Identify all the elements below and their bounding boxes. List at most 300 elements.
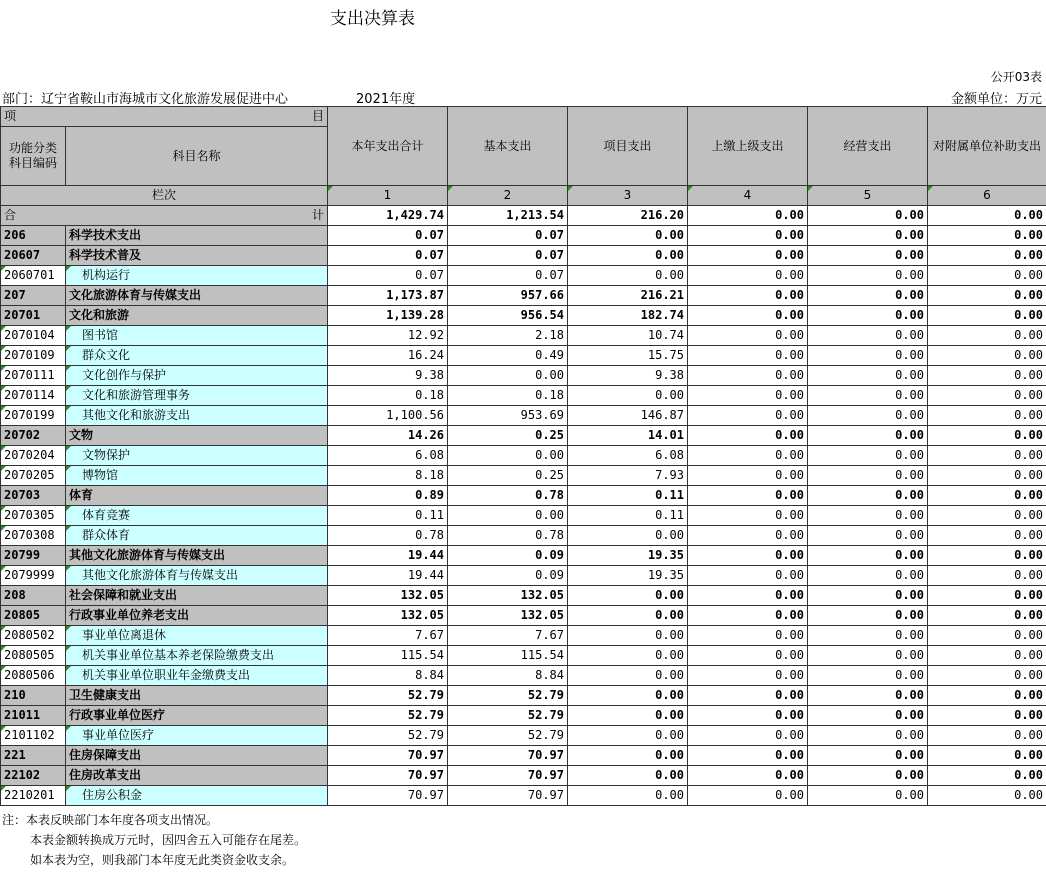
row-value-2: 70.97 (448, 786, 568, 806)
row-value-1: 1,139.28 (328, 306, 448, 326)
row-name: 体育 (66, 486, 328, 506)
header-col-4: 上缴上级支出 (688, 107, 808, 186)
row-value-2: 0.07 (448, 226, 568, 246)
row-value-2: 2.18 (448, 326, 568, 346)
row-value-3: 0.00 (568, 666, 688, 686)
row-value-6: 0.00 (928, 466, 1046, 486)
row-value-1: 132.05 (328, 586, 448, 606)
row-value-5: 0.00 (808, 706, 928, 726)
col-num-5: 5 (808, 186, 928, 206)
row-value-1: 115.54 (328, 646, 448, 666)
row-value-3: 15.75 (568, 346, 688, 366)
row-value-5: 0.00 (808, 586, 928, 606)
row-value-4: 0.00 (688, 486, 808, 506)
row-code: 2060701 (1, 266, 66, 286)
row-code: 20703 (1, 486, 66, 506)
row-value-3: 0.00 (568, 246, 688, 266)
row-value-6: 0.00 (928, 786, 1046, 806)
row-value-1: 0.18 (328, 386, 448, 406)
header-name: 科目名称 (66, 127, 328, 186)
col-num-6: 6 (928, 186, 1046, 206)
row-value-1: 0.89 (328, 486, 448, 506)
row-value-4: 0.00 (688, 766, 808, 786)
table-row (1, 666, 1046, 686)
row-value-3: 216.21 (568, 286, 688, 306)
row-value-3: 146.87 (568, 406, 688, 426)
row-value-1: 0.07 (328, 226, 448, 246)
row-value-3: 0.00 (568, 746, 688, 766)
row-value-2: 132.05 (448, 606, 568, 626)
row-value-4: 0.00 (688, 606, 808, 626)
row-code: 2070305 (1, 506, 66, 526)
row-value-2: 52.79 (448, 686, 568, 706)
row-code: 206 (1, 226, 66, 246)
row-value-6: 0.00 (928, 326, 1046, 346)
row-value-1: 19.44 (328, 546, 448, 566)
row-value-6: 0.00 (928, 526, 1046, 546)
row-value-1: 14.26 (328, 426, 448, 446)
note-2: 本表金额转换成万元时，因四舍五入可能存在尾差。 (30, 833, 307, 847)
header-mu: 目 (311, 109, 324, 123)
row-value-4: 0.00 (688, 346, 808, 366)
row-value-1: 70.97 (328, 746, 448, 766)
table-row (1, 566, 1046, 586)
row-value-6: 0.00 (928, 626, 1046, 646)
row-value-4: 0.00 (688, 266, 808, 286)
row-code: 2080506 (1, 666, 66, 686)
row-value-1: 8.84 (328, 666, 448, 686)
row-value-4: 0.00 (688, 506, 808, 526)
row-value-5: 0.00 (808, 606, 928, 626)
row-code: 20701 (1, 306, 66, 326)
row-value-2: 7.67 (448, 626, 568, 646)
row-name: 科学技术普及 (66, 246, 328, 266)
row-code: 2080505 (1, 646, 66, 666)
table-row (1, 486, 1046, 506)
row-value-2: 0.78 (448, 526, 568, 546)
row-value-4: 0.00 (688, 786, 808, 806)
row-value-4: 0.00 (688, 306, 808, 326)
table-row (1, 346, 1046, 366)
row-value-5: 0.00 (808, 466, 928, 486)
row-value-5: 0.00 (808, 726, 928, 746)
row-value-3: 0.11 (568, 486, 688, 506)
row-code: 210 (1, 686, 66, 706)
row-value-4: 0.00 (688, 286, 808, 306)
row-value-6: 0.00 (928, 266, 1046, 286)
notes (2, 810, 306, 870)
row-value-6: 0.00 (928, 366, 1046, 386)
table-row (1, 406, 1046, 426)
row-code: 208 (1, 586, 66, 606)
table-row (1, 786, 1046, 806)
header-col-3: 项目支出 (568, 107, 688, 186)
table-row (1, 506, 1046, 526)
row-value-6: 0.00 (928, 766, 1046, 786)
row-value-5: 0.00 (808, 226, 928, 246)
row-value-4: 0.00 (688, 746, 808, 766)
row-value-1: 16.24 (328, 346, 448, 366)
row-value-6: 0.00 (928, 706, 1046, 726)
expenditure-table (0, 106, 1046, 806)
table-row (1, 466, 1046, 486)
row-value-2: 0.00 (448, 506, 568, 526)
row-value-5: 0.00 (808, 346, 928, 366)
row-value-1: 6.08 (328, 446, 448, 466)
row-value-4: 0.00 (688, 546, 808, 566)
row-value-5: 0.00 (808, 566, 928, 586)
row-name: 卫生健康支出 (66, 686, 328, 706)
col-num-2: 2 (448, 186, 568, 206)
total-value-1: 1,429.74 (328, 206, 448, 226)
row-name: 机关事业单位职业年金缴费支出 (66, 666, 328, 686)
row-value-5: 0.00 (808, 766, 928, 786)
table-row (1, 526, 1046, 546)
row-value-3: 19.35 (568, 546, 688, 566)
row-value-1: 9.38 (328, 366, 448, 386)
row-code: 2070199 (1, 406, 66, 426)
row-value-2: 0.49 (448, 346, 568, 366)
row-name: 其他文化旅游体育与传媒支出 (66, 546, 328, 566)
row-value-2: 0.18 (448, 386, 568, 406)
table-row (1, 586, 1046, 606)
department-label: 部门：辽宁省鞍山市海城市文化旅游发展促进中心 (2, 92, 289, 107)
row-name: 博物馆 (66, 466, 328, 486)
row-value-6: 0.00 (928, 446, 1046, 466)
row-value-1: 19.44 (328, 566, 448, 586)
row-value-5: 0.00 (808, 306, 928, 326)
row-value-6: 0.00 (928, 346, 1046, 366)
row-value-6: 0.00 (928, 586, 1046, 606)
row-value-2: 0.07 (448, 266, 568, 286)
row-value-5: 0.00 (808, 646, 928, 666)
total-value-6: 0.00 (928, 206, 1046, 226)
row-value-4: 0.00 (688, 366, 808, 386)
row-name: 其他文化旅游体育与传媒支出 (66, 566, 328, 586)
row-value-2: 132.05 (448, 586, 568, 606)
row-value-5: 0.00 (808, 386, 928, 406)
row-code: 20702 (1, 426, 66, 446)
row-name: 住房改革支出 (66, 766, 328, 786)
row-value-5: 0.00 (808, 746, 928, 766)
row-value-1: 8.18 (328, 466, 448, 486)
row-value-6: 0.00 (928, 406, 1046, 426)
row-value-2: 70.97 (448, 746, 568, 766)
row-value-6: 0.00 (928, 426, 1046, 446)
row-code: 2070109 (1, 346, 66, 366)
row-value-2: 52.79 (448, 726, 568, 746)
row-value-1: 1,100.56 (328, 406, 448, 426)
row-value-4: 0.00 (688, 566, 808, 586)
row-value-4: 0.00 (688, 706, 808, 726)
row-name: 文化旅游体育与传媒支出 (66, 286, 328, 306)
total-value-4: 0.00 (688, 206, 808, 226)
col-num-3: 3 (568, 186, 688, 206)
header-row-xiangmu (1, 107, 1046, 127)
row-name: 文化和旅游 (66, 306, 328, 326)
row-value-6: 0.00 (928, 506, 1046, 526)
row-value-3: 0.00 (568, 646, 688, 666)
row-value-5: 0.00 (808, 266, 928, 286)
row-value-2: 0.09 (448, 546, 568, 566)
row-value-2: 52.79 (448, 706, 568, 726)
header-col-5: 经营支出 (808, 107, 928, 186)
row-value-1: 0.78 (328, 526, 448, 546)
row-value-6: 0.00 (928, 606, 1046, 626)
row-name: 社会保障和就业支出 (66, 586, 328, 606)
header-xiang: 项 (4, 109, 17, 123)
table-row (1, 306, 1046, 326)
row-value-1: 52.79 (328, 686, 448, 706)
row-value-4: 0.00 (688, 726, 808, 746)
table-row (1, 686, 1046, 706)
row-value-6: 0.00 (928, 646, 1046, 666)
row-value-3: 0.00 (568, 726, 688, 746)
row-value-1: 0.07 (328, 266, 448, 286)
row-value-4: 0.00 (688, 426, 808, 446)
row-value-1: 52.79 (328, 706, 448, 726)
row-value-5: 0.00 (808, 366, 928, 386)
table-row (1, 646, 1046, 666)
row-value-4: 0.00 (688, 226, 808, 246)
row-value-4: 0.00 (688, 466, 808, 486)
row-value-5: 0.00 (808, 446, 928, 466)
row-value-6: 0.00 (928, 686, 1046, 706)
row-value-5: 0.00 (808, 246, 928, 266)
row-name: 群众体育 (66, 526, 328, 546)
table-row (1, 366, 1046, 386)
header-row-lanci (1, 186, 1046, 206)
row-value-1: 7.67 (328, 626, 448, 646)
row-value-1: 52.79 (328, 726, 448, 746)
row-value-2: 0.00 (448, 446, 568, 466)
row-value-6: 0.00 (928, 746, 1046, 766)
row-value-3: 7.93 (568, 466, 688, 486)
row-value-4: 0.00 (688, 386, 808, 406)
header-col-1: 本年支出合计 (328, 107, 448, 186)
row-value-3: 0.00 (568, 786, 688, 806)
row-name: 科学技术支出 (66, 226, 328, 246)
row-code: 2070114 (1, 386, 66, 406)
row-value-5: 0.00 (808, 486, 928, 506)
row-value-3: 0.00 (568, 766, 688, 786)
total-ji: 计 (311, 208, 324, 222)
row-value-3: 0.00 (568, 526, 688, 546)
row-name: 机构运行 (66, 266, 328, 286)
row-value-4: 0.00 (688, 406, 808, 426)
row-value-1: 0.11 (328, 506, 448, 526)
row-name: 事业单位离退休 (66, 626, 328, 646)
row-value-5: 0.00 (808, 426, 928, 446)
table-row (1, 746, 1046, 766)
row-name: 机关事业单位基本养老保险缴费支出 (66, 646, 328, 666)
row-value-6: 0.00 (928, 306, 1046, 326)
row-code: 2070104 (1, 326, 66, 346)
row-value-2: 0.00 (448, 366, 568, 386)
row-value-3: 0.00 (568, 266, 688, 286)
table-row (1, 726, 1046, 746)
row-code: 21011 (1, 706, 66, 726)
row-value-6: 0.00 (928, 286, 1046, 306)
row-value-3: 6.08 (568, 446, 688, 466)
total-row (1, 206, 1046, 226)
row-value-1: 132.05 (328, 606, 448, 626)
row-value-2: 70.97 (448, 766, 568, 786)
row-code: 2079999 (1, 566, 66, 586)
table-row (1, 606, 1046, 626)
row-code: 2070204 (1, 446, 66, 466)
row-code: 221 (1, 746, 66, 766)
row-name: 体育竞赛 (66, 506, 328, 526)
row-value-1: 12.92 (328, 326, 448, 346)
row-value-6: 0.00 (928, 726, 1046, 746)
table-row (1, 246, 1046, 266)
row-value-4: 0.00 (688, 246, 808, 266)
year-label: 2021年度 (356, 92, 416, 107)
row-value-4: 0.00 (688, 686, 808, 706)
row-code: 2101102 (1, 726, 66, 746)
row-value-3: 182.74 (568, 306, 688, 326)
row-code: 20805 (1, 606, 66, 626)
row-value-1: 1,173.87 (328, 286, 448, 306)
row-value-4: 0.00 (688, 446, 808, 466)
header-code: 功能分类 科目编码 (1, 127, 66, 186)
row-value-5: 0.00 (808, 786, 928, 806)
table-row (1, 286, 1046, 306)
unit-label: 金额单位：万元 (950, 92, 1042, 107)
row-value-2: 957.66 (448, 286, 568, 306)
row-value-3: 0.00 (568, 626, 688, 646)
row-value-5: 0.00 (808, 666, 928, 686)
row-name: 其他文化和旅游支出 (66, 406, 328, 426)
row-value-4: 0.00 (688, 586, 808, 606)
row-value-3: 0.00 (568, 386, 688, 406)
row-name: 群众文化 (66, 346, 328, 366)
row-code: 2070111 (1, 366, 66, 386)
row-value-2: 956.54 (448, 306, 568, 326)
row-value-2: 8.84 (448, 666, 568, 686)
row-value-5: 0.00 (808, 406, 928, 426)
row-value-4: 0.00 (688, 526, 808, 546)
row-name: 住房公积金 (66, 786, 328, 806)
row-value-4: 0.00 (688, 626, 808, 646)
row-value-4: 0.00 (688, 326, 808, 346)
note-1: 注：本表反映部门本年度各项支出情况。 (2, 813, 219, 827)
row-value-6: 0.00 (928, 666, 1046, 686)
row-value-2: 0.25 (448, 426, 568, 446)
row-name: 行政事业单位医疗 (66, 706, 328, 726)
col-num-4: 4 (688, 186, 808, 206)
note-3: 如本表为空，则我部门本年度无此类资金收支余。 (30, 853, 295, 867)
row-value-5: 0.00 (808, 526, 928, 546)
row-code: 207 (1, 286, 66, 306)
total-value-3: 216.20 (568, 206, 688, 226)
table-row (1, 766, 1046, 786)
row-value-6: 0.00 (928, 226, 1046, 246)
row-code: 2210201 (1, 786, 66, 806)
row-value-2: 0.09 (448, 566, 568, 586)
table-row (1, 446, 1046, 466)
row-value-1: 0.07 (328, 246, 448, 266)
row-value-2: 953.69 (448, 406, 568, 426)
table-row (1, 626, 1046, 646)
row-value-2: 0.07 (448, 246, 568, 266)
row-value-3: 0.00 (568, 586, 688, 606)
row-value-3: 14.01 (568, 426, 688, 446)
header-col-2: 基本支出 (448, 107, 568, 186)
row-value-5: 0.00 (808, 286, 928, 306)
row-code: 2070205 (1, 466, 66, 486)
page-title: 支出决算表 (330, 9, 415, 29)
row-value-6: 0.00 (928, 546, 1046, 566)
row-value-5: 0.00 (808, 686, 928, 706)
row-value-3: 0.00 (568, 226, 688, 246)
row-value-5: 0.00 (808, 546, 928, 566)
row-value-2: 115.54 (448, 646, 568, 666)
row-value-5: 0.00 (808, 626, 928, 646)
row-code: 2080502 (1, 626, 66, 646)
row-value-3: 0.00 (568, 706, 688, 726)
header-lanci: 栏次 (1, 186, 328, 206)
row-name: 文物 (66, 426, 328, 446)
table-row (1, 266, 1046, 286)
table-row (1, 706, 1046, 726)
row-value-2: 0.25 (448, 466, 568, 486)
row-value-3: 0.00 (568, 606, 688, 626)
row-code: 2070308 (1, 526, 66, 546)
total-label (1, 206, 328, 226)
total-value-2: 1,213.54 (448, 206, 568, 226)
total-value-5: 0.00 (808, 206, 928, 226)
row-value-3: 19.35 (568, 566, 688, 586)
row-name: 图书馆 (66, 326, 328, 346)
row-name: 文化创作与保护 (66, 366, 328, 386)
row-name: 住房保障支出 (66, 746, 328, 766)
row-value-5: 0.00 (808, 506, 928, 526)
col-num-1: 1 (328, 186, 448, 206)
row-value-3: 0.00 (568, 686, 688, 706)
row-value-4: 0.00 (688, 666, 808, 686)
row-value-6: 0.00 (928, 566, 1046, 586)
row-code: 20607 (1, 246, 66, 266)
header-col-6: 对附属单位补助支出 (928, 107, 1046, 186)
row-value-3: 9.38 (568, 366, 688, 386)
table-row (1, 226, 1046, 246)
row-value-1: 70.97 (328, 766, 448, 786)
row-value-6: 0.00 (928, 246, 1046, 266)
table-row (1, 546, 1046, 566)
row-value-6: 0.00 (928, 386, 1046, 406)
row-name: 事业单位医疗 (66, 726, 328, 746)
row-value-5: 0.00 (808, 326, 928, 346)
row-name: 文物保护 (66, 446, 328, 466)
table-row (1, 326, 1046, 346)
row-value-3: 10.74 (568, 326, 688, 346)
header-xiangmu-cell (1, 107, 328, 127)
total-he: 合 (4, 208, 17, 222)
table-row (1, 386, 1046, 406)
row-name: 文化和旅游管理事务 (66, 386, 328, 406)
row-value-4: 0.00 (688, 646, 808, 666)
table-row (1, 426, 1046, 446)
table-number: 公开03表 (990, 70, 1042, 84)
row-value-1: 70.97 (328, 786, 448, 806)
row-code: 20799 (1, 546, 66, 566)
row-value-2: 0.78 (448, 486, 568, 506)
row-value-3: 0.11 (568, 506, 688, 526)
row-code: 22102 (1, 766, 66, 786)
row-value-6: 0.00 (928, 486, 1046, 506)
